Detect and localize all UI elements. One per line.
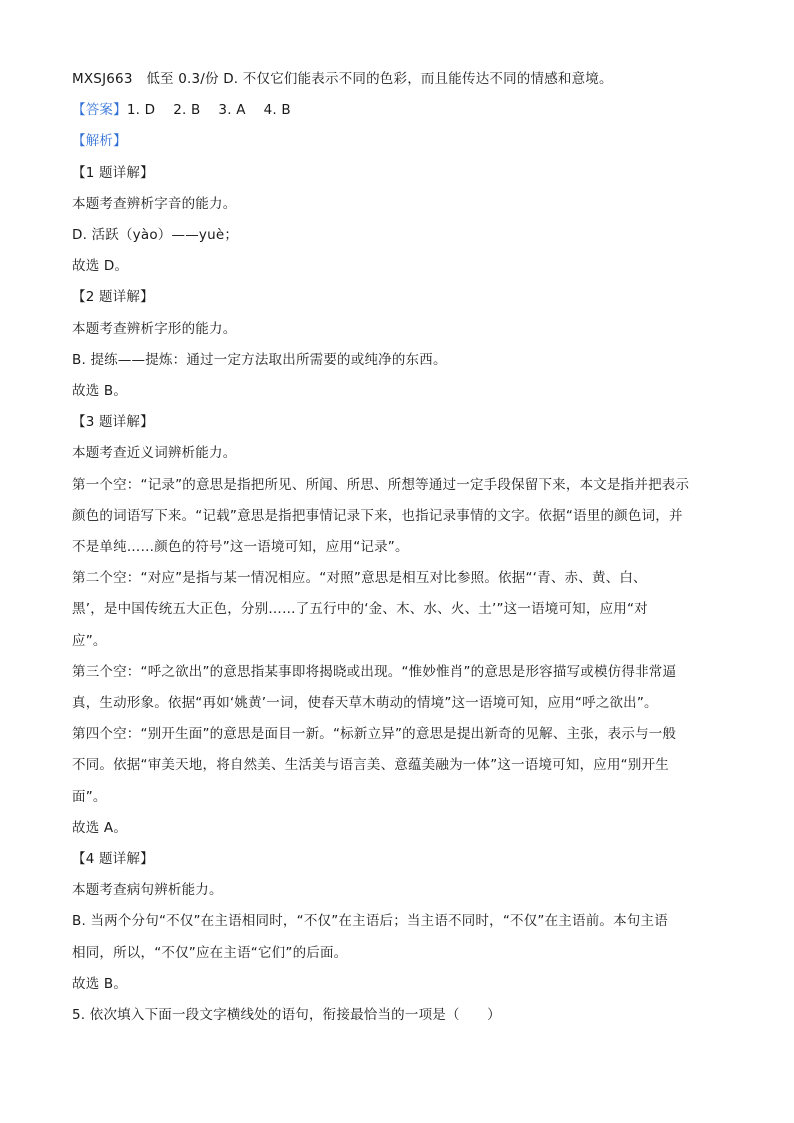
- answer-item-3: 3. A: [218, 102, 246, 119]
- q3-line: 不是单纯……颜色的符号”这一语境可知，应用“记录”。: [72, 539, 409, 556]
- q2-title: 【2 题详解】: [72, 289, 154, 306]
- answer-tag: 【答案】: [72, 102, 127, 119]
- q4-line: 本题考查病句辨析能力。: [72, 882, 223, 899]
- q3-line: 面”。: [72, 788, 107, 805]
- q3-line: 第四个空：“别开生面”的意思是面目一新。“标新立异”的意思是提出新奇的见解、主张，表示与一般: [72, 726, 677, 743]
- q4-line: 相同，所以，“不仅”应在主语“它们”的后面。: [72, 944, 348, 961]
- answer-item-4: 4. B: [263, 102, 291, 119]
- q3-line: 颜色的词语写下来。“记载”意思是指把事情记录下来，也指记录事情的文字。依据“语里的颜色词，并: [72, 507, 683, 524]
- next-question: 5. 依次填入下面一段文字横线处的语句，衔接最恰当的一项是（ ）: [72, 1007, 501, 1024]
- q3-line: 真，生动形象。依据“再如‘姚黄’一词，使春天草木萌动的情境”这一语境可知，应用“呼之欲出”。: [72, 695, 658, 712]
- answer-line: [72, 95, 722, 126]
- q3-title: 【3 题详解】: [72, 414, 154, 431]
- q3-line: 第二个空：“对应”是指与某一情况相应。“对照”意思是相互对比参照。依据“‘青、赤、黄、白、: [72, 570, 647, 587]
- q2-line: 故选 B。: [72, 383, 128, 400]
- q2-line: 本题考查辨析字形的能力。: [72, 320, 237, 337]
- answer-item-1: 1. D: [126, 102, 156, 119]
- q3-line: 第三个空：“呼之欲出”的意思指某事即将揭晓或出现。“惟妙惟肖”的意思是形容描写或模仿得非常逼: [72, 663, 677, 680]
- q3-line: 故选 A。: [72, 819, 128, 836]
- q4-line: B. 当两个分句“不仅”在主语相同时，“不仅”在主语后；当主语不同时，“不仅”在主语前。本句主语: [72, 913, 668, 930]
- q2-line: B. 提练——提炼：通过一定方法取出所需要的或纯净的东西。: [72, 351, 447, 368]
- header-line: MXSJ663 低至 0.3/份 D. 不仅它们能表示不同的色彩，而且能传达不同的情感和意境。: [72, 71, 613, 87]
- answer-item-2: 2. B: [173, 102, 201, 119]
- q3-line: 本题考查近义词辨析能力。: [72, 445, 237, 462]
- q1-line: D. 活跃（yào）——yuè；: [72, 227, 239, 244]
- q1-line: 故选 D。: [72, 258, 129, 275]
- q3-line: 应”。: [72, 632, 107, 649]
- q1-title: 【1 题详解】: [72, 164, 154, 181]
- analysis-tag: 【解析】: [72, 133, 127, 150]
- q3-line: 不同。依据“审美天地，将自然美、生活美与语言美、意蕴美融为一体”这一语境可知，应用“别开生: [72, 757, 669, 774]
- document-body: [72, 64, 722, 1031]
- q3-line: 第一个空：“记录”的意思是指把所见、所闻、所思、所想等通过一定手段保留下来，本文是指并把表示: [72, 476, 690, 493]
- q4-title: 【4 题详解】: [72, 851, 154, 868]
- q3-line: 黑’，是中国传统五大正色，分别……了五行中的‘金、木、水、火、土’”这一语境可知，应用“对: [72, 601, 648, 618]
- q1-line: 本题考查辨析字音的能力。: [72, 195, 237, 212]
- q4-line: 故选 B。: [72, 975, 128, 992]
